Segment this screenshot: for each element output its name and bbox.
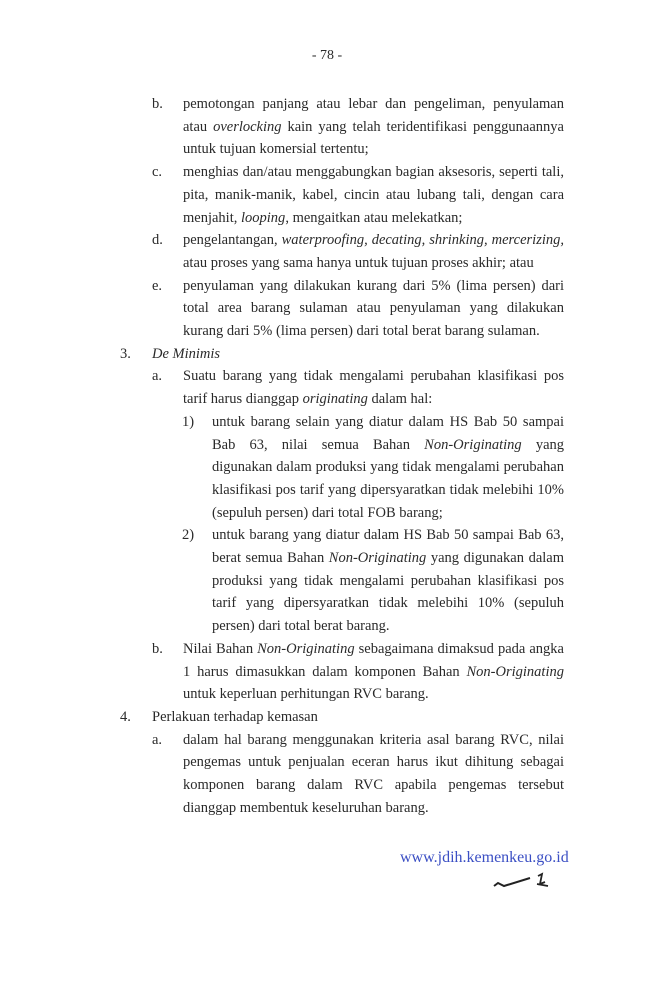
list-item <box>0 365 654 410</box>
list-item <box>0 93 654 161</box>
italic-term: originating <box>302 391 368 408</box>
list-item-text <box>183 365 564 410</box>
list-item <box>0 706 654 729</box>
text-segment: pengelantangan, <box>183 232 282 249</box>
list-item <box>0 638 654 706</box>
italic-term: looping <box>241 209 286 226</box>
list-item <box>0 229 654 274</box>
italic-term: De Minimis <box>152 345 221 362</box>
list-item-text <box>152 706 564 729</box>
text-segment: untuk barang yang diatur dalam HS Bab 50 sampai Bab 63, berat semua Bahan <box>212 527 564 567</box>
page-footer <box>0 848 654 892</box>
text-segment: untuk keperluan perhitungan RVC barang. <box>183 686 429 703</box>
italic-term: Non-Originating <box>466 663 564 680</box>
list-item <box>0 524 654 638</box>
list-marker: a. <box>152 731 163 748</box>
list-item-text <box>212 524 564 638</box>
text-segment: yang digunakan dalam produksi yang tidak mengalami perubahan klasifikasi pos tarif yang dipersyaratkan tidak melebihi 10% (sepuluh persen) dari total FOB barang; <box>212 436 565 521</box>
italic-term: overlocking <box>213 118 282 135</box>
text-segment: dalam hal: <box>367 391 433 408</box>
list-marker: 1) <box>182 413 195 430</box>
list-marker: 2) <box>182 527 195 544</box>
text-segment: Perlakuan terhadap kemasan <box>152 708 318 725</box>
italic-term: Non-Originating <box>424 436 522 453</box>
list-item-text <box>183 275 564 343</box>
list-marker: b. <box>152 640 163 657</box>
list-marker: 4. <box>120 708 131 725</box>
list-marker: d. <box>152 232 163 249</box>
list-item-text <box>212 411 564 525</box>
list-item-text <box>183 229 564 274</box>
list-marker: a. <box>152 368 163 385</box>
text-segment: yang digunakan dalam produksi yang tidak mengalami perubahan klasifikasi pos tarif yang dipersyaratkan tidak melebihi 10% (sepuluh persen) dari total berat barang. <box>212 550 564 635</box>
italic-term: Non-Originating <box>257 640 355 657</box>
list-marker: e. <box>152 277 163 294</box>
text-segment: Nilai Bahan <box>183 640 258 657</box>
italic-term: Non-Originating <box>328 550 427 567</box>
list-item-text <box>183 638 564 706</box>
list-item-text <box>183 93 564 161</box>
list-marker: b. <box>152 96 163 112</box>
list-marker: 3. <box>120 345 131 362</box>
text-segment: untuk barang selain yang diatur dalam HS Bab 50 sampai Bab 63, nilai semua Bahan <box>212 413 564 453</box>
signature-initials-icon <box>490 870 560 892</box>
text-segment: penyulaman yang dilakukan kurang dari 5% (lima persen) dari total area barang sulaman atau penyulaman yang dilakukan kurang dari 5% (lima persen) dari total berat barang sulaman. <box>183 277 564 340</box>
list-marker: c. <box>152 164 163 181</box>
text-segment: pemotongan panjang atau lebar dan pengeliman, penyulaman atau <box>183 96 564 135</box>
footer-url-link[interactable]: www.jdih.kemenkeu.go.id <box>400 848 569 866</box>
page-number: - 78 - <box>311 48 343 63</box>
text-segment: sebagaimana dimaksud pada angka 1 harus dimasukkan dalam komponen Bahan <box>183 640 564 680</box>
document-body <box>0 93 654 892</box>
text-segment: kain yang telah teridentifikasi penggunaannya untuk tujuan komersial tertentu; <box>183 118 564 158</box>
italic-term: waterproofing, decating, shrinking, mercerizing, <box>281 232 564 249</box>
list-item <box>0 729 654 820</box>
text-segment: Suatu barang yang tidak mengalami perubahan klasifikasi pos tarif harus dianggap <box>183 368 564 408</box>
text-segment: dalam hal barang menggunakan kriteria asal barang RVC, nilai pengemas untuk penjualan eceran harus ikut dihitung sebagai komponen barang dalam RVC apabila pengemas tersebut dianggap membentuk keseluruhan barang. <box>183 731 564 816</box>
list-item <box>0 275 654 343</box>
text-segment: menghias dan/atau menggabungkan bagian aksesoris, seperti tali, pita, manik-manik, kabel, cincin atau lubang tali, dengan cara menjahit, <box>183 164 564 226</box>
list-item-text <box>152 343 564 366</box>
list-item-text <box>183 729 564 820</box>
text-segment: , mengaitkan atau melekatkan; <box>285 209 463 226</box>
list-item <box>0 343 654 366</box>
document-items <box>0 93 654 820</box>
list-item <box>0 411 654 525</box>
text-segment: atau proses yang sama hanya untuk tujuan proses akhir; atau <box>183 254 534 271</box>
list-item-text <box>183 161 564 229</box>
list-item <box>0 161 654 229</box>
